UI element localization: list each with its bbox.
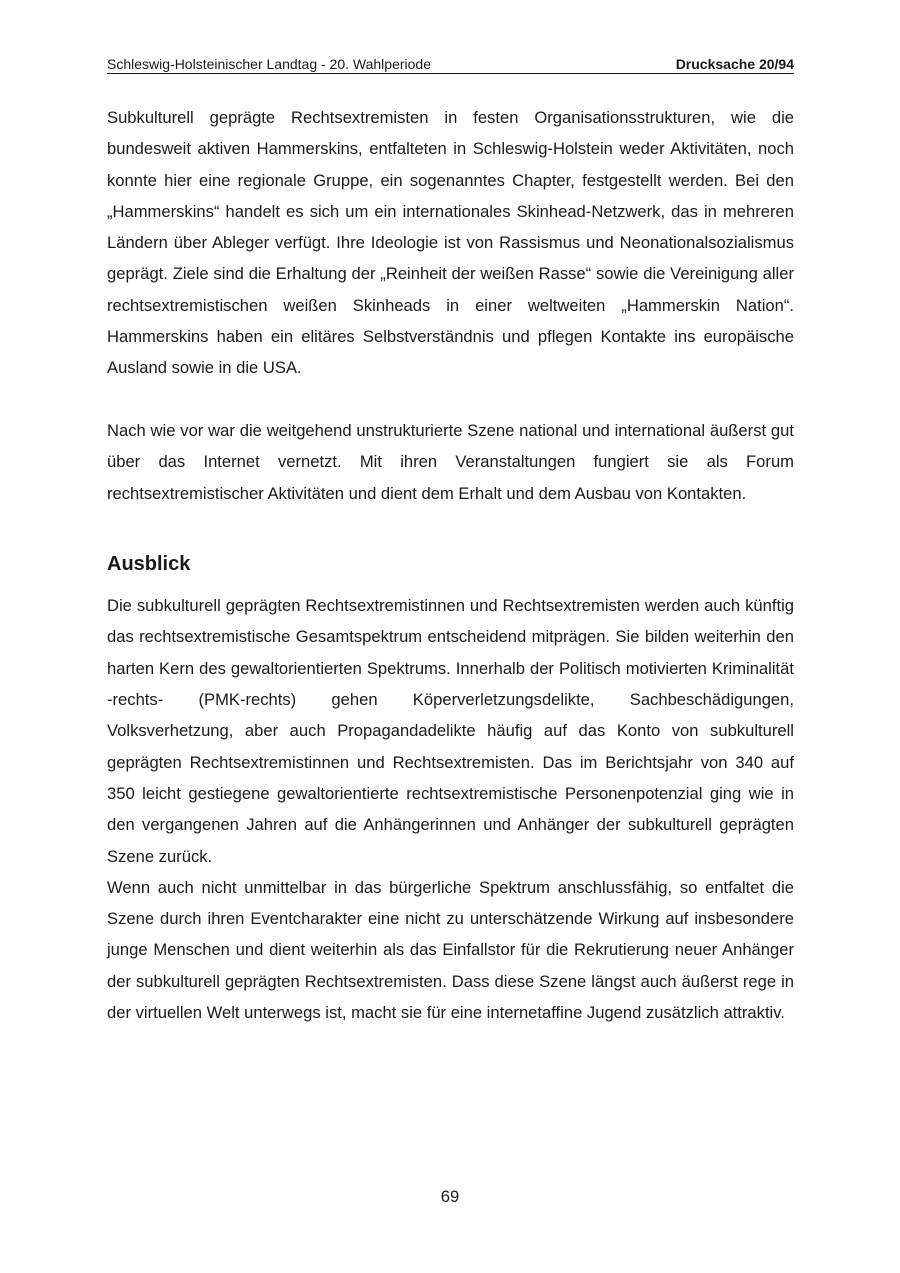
page-body — [107, 102, 794, 1028]
section-heading-ausblick: Ausblick — [107, 553, 191, 576]
page-header — [107, 55, 794, 74]
paragraph-outlook-core: Die subkulturell geprägten Rechtsextremistinnen und Rechtsextremisten werden auch künftig das rechtsextremistische Gesamtspektrum entscheidend mitprägen. Sie bilden weiterhin den harten Kern des gewaltorientierten Spektrums. Innerhalb der Politisch motivierten Kriminalität -rechts- (PMK-rechts) gehen Köperverletzungsdelikte, Sachbeschädigungen, Volksverhetzung, aber auch Propagandadelikte häufig auf das Konto von subkulturell geprägten Rechtsextremistinnen und Rechtsextremisten. Das im Berichtsjahr von 340 auf 350 leicht gestiegene gewaltorientierte rechtsextremistische Personenpotenzial ging wie in den vergangenen Jahren auf die Anhängerinnen und Anhänger der subkulturell geprägten Szene zurück. — [107, 596, 794, 866]
paragraph-internet-network: Nach wie vor war die weitgehend unstrukturierte Szene national und international äußerst gut über das Internet vernetzt. Mit ihren Veranstaltungen fungiert sie als Forum rechtsextremistischer Aktivitäten und dient dem Erhalt und dem Ausbau von Kontakten. — [107, 420, 794, 503]
page-number: 69 — [440, 1187, 460, 1206]
paragraph-outlook-recruitment: Wenn auch nicht unmittelbar in das bürgerliche Spektrum anschlussfähig, so entfaltet die Szene durch ihren Eventcharakter eine nicht zu unterschätzende Wirkung auf insbesondere junge Menschen und dient weiterhin als das Einfallstor für die Rekrutierung neuer Anhänger der subkulturell geprägten Rechtsextremisten. Dass diese Szene längst auch äußerst rege in der virtuellen Welt unterwegs ist, macht sie für eine internetaffine Jugend zusätzlich attraktiv. — [107, 877, 794, 1023]
paragraph-spacer — [107, 509, 794, 540]
header-document-number: Drucksache 20/94 — [675, 56, 794, 72]
paragraph-spacer — [107, 384, 794, 415]
header-parliament-title: Schleswig-Holsteinischer Landtag - 20. Wahlperiode — [107, 56, 431, 72]
paragraph-hammerskins: Subkulturell geprägte Rechtsextremisten in festen Organisationsstrukturen, wie die bundesweit aktiven Hammerskins, entfalteten in Schleswig-Holstein weder Aktivitäten, noch konnte hier eine regionale Gruppe, ein sogenanntes Chapter, festgestellt werden. Bei den „Hammerskins“ handelt es sich um ein internationales Skinhead-Netzwerk, das in mehreren Ländern über Ableger verfügt. Ihre Ideologie ist von Rassismus und Neonationalsozialismus geprägt. Ziele sind die Erhaltung der „Reinheit der weißen Rasse“ sowie die Vereinigung aller rechtsextremistischen weißen Skinheads in einer weltweiten „Hammerskin Nation“. Hammerskins haben ein elitäres Selbstverständnis und pflegen Kontakte ins europäische Ausland sowie in die USA. — [107, 108, 794, 378]
